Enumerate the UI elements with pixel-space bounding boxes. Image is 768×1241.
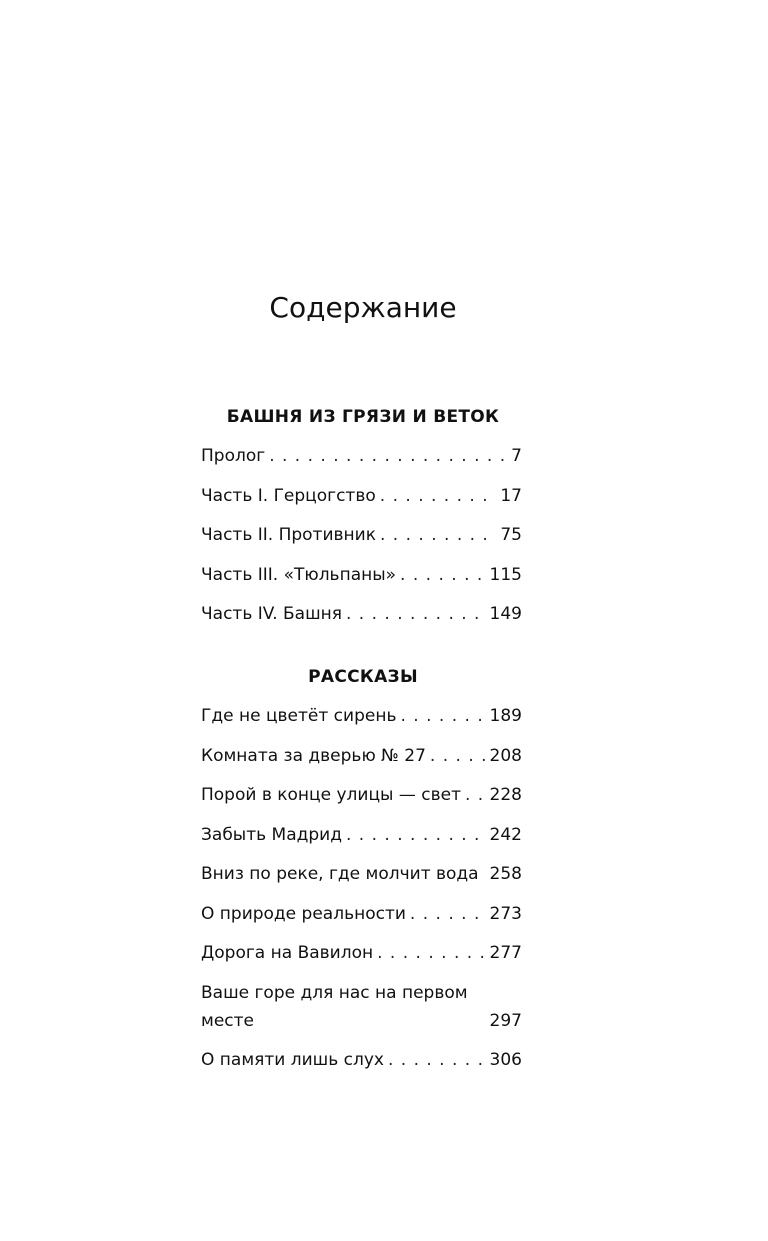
toc-entry <box>201 522 522 548</box>
dot-leader <box>380 483 497 509</box>
toc-list-2 <box>201 703 522 1087</box>
toc-entry-title: О памяти лишь слух <box>201 1050 384 1070</box>
toc-entry <box>201 861 522 887</box>
dot-leader <box>269 443 507 469</box>
toc-entry <box>201 1047 522 1073</box>
toc-list-1 <box>201 443 522 641</box>
toc-entry-title: О природе реальности <box>201 903 406 924</box>
toc-entry-page: 75 <box>500 525 522 545</box>
toc-entry-page: 17 <box>500 485 522 506</box>
toc-entry-title: Пролог <box>201 446 266 466</box>
toc-entry <box>201 743 522 769</box>
toc-entry-page: 306 <box>489 1050 522 1070</box>
toc-entry-title-line2: месте <box>201 1010 254 1031</box>
toc-entry-title: Часть II. Противник <box>201 525 376 545</box>
toc-entry-page: 297 <box>489 1010 522 1031</box>
dot-leader <box>400 562 486 588</box>
toc-entry-page: 273 <box>489 903 522 924</box>
toc-entry <box>201 703 522 729</box>
dot-leader <box>430 743 486 769</box>
page-title: Содержание <box>269 291 457 324</box>
toc-entry-title: Комната за дверью № 27 <box>201 745 426 766</box>
section-heading-1: БАШНЯ ИЗ ГРЯЗИ И ВЕТОК <box>226 407 500 427</box>
dot-leader <box>388 1047 486 1073</box>
toc-entry-page: 277 <box>489 943 522 963</box>
dot-leader <box>465 782 486 808</box>
toc-entry-title: Часть III. «Тюльпаны» <box>201 564 397 585</box>
toc-entry-title: Часть I. Герцогство <box>201 485 376 506</box>
toc-entry-title: Порой в конце улицы — свет <box>201 785 461 805</box>
toc-entry-row <box>201 1008 522 1034</box>
dot-leader <box>346 822 486 848</box>
toc-entry <box>201 562 522 588</box>
toc-entry <box>201 483 522 509</box>
dot-leader <box>377 940 485 966</box>
toc-entry-page: 115 <box>489 564 522 585</box>
dot-leader <box>380 522 496 548</box>
toc-entry <box>201 901 522 927</box>
toc-entry-page: 7 <box>511 446 522 466</box>
dot-leader <box>410 901 486 927</box>
dot-leader <box>400 703 485 729</box>
toc-entry <box>201 601 522 627</box>
toc-entry-title: Вниз по реке, где молчит вода <box>201 864 479 884</box>
toc-entry-page: 242 <box>489 824 522 845</box>
toc-entry-page: 189 <box>489 706 522 726</box>
toc-entry-page: 228 <box>489 785 522 805</box>
toc-entry <box>201 782 522 808</box>
toc-entry <box>201 822 522 848</box>
toc-entry <box>201 940 522 966</box>
toc-entry-title: Где не цветёт сирень <box>201 706 397 726</box>
toc-entry-page: 258 <box>489 864 522 884</box>
dot-leader <box>346 601 486 627</box>
toc-entry <box>201 443 522 469</box>
toc-entry-title: Забыть Мадрид <box>201 824 342 845</box>
toc-entry-multiline <box>201 980 522 1034</box>
toc-entry-title-line1: Ваше горе для нас на первом <box>201 982 468 1003</box>
toc-entry-page: 149 <box>489 604 522 624</box>
toc-entry-title: Часть IV. Башня <box>201 604 342 624</box>
toc-entry-page: 208 <box>489 745 522 766</box>
section-heading-2: РАССКАЗЫ <box>308 667 418 687</box>
toc-entry-title: Дорога на Вавилон <box>201 943 374 963</box>
